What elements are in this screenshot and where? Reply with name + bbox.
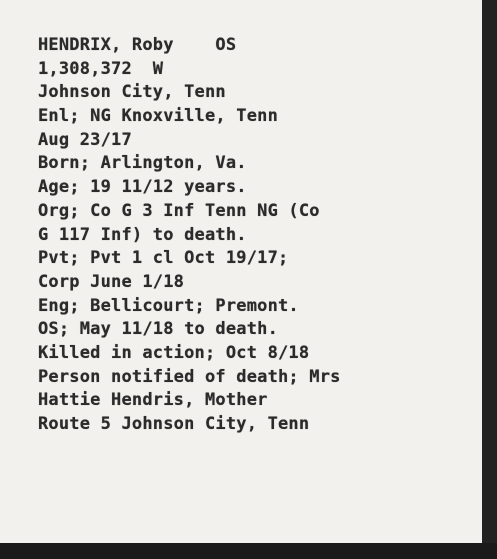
record-line-grades: Pvt; Pvt 1 cl Oct 19/17; <box>38 248 289 269</box>
record-line-organization: Org; Co G 3 Inf Tenn NG (Co <box>38 200 320 221</box>
scan-edge-right <box>482 0 497 559</box>
record-line-notified-name: Hattie Hendris, Mother <box>38 390 268 411</box>
record-text <box>38 34 341 437</box>
record-line-residence: Johnson City, Tenn <box>38 82 226 103</box>
record-line-engagements: Eng; Bellicourt; Premont. <box>38 295 299 316</box>
record-line-serial: 1,308,372 W <box>38 58 164 79</box>
record-line-organization-cont: G 117 Inf) to death. <box>38 224 247 245</box>
record-line-enlistment-date: Aug 23/17 <box>38 129 132 150</box>
record-line-birthplace: Born; Arlington, Va. <box>38 153 247 174</box>
record-line-notified: Person notified of death; Mrs <box>38 366 341 387</box>
scan-edge-bottom <box>0 543 497 559</box>
record-line-name: HENDRIX, Roby OS <box>38 35 237 55</box>
record-line-grades-cont: Corp June 1/18 <box>38 271 185 292</box>
record-line-notified-address: Route 5 Johnson City, Tenn <box>38 414 310 434</box>
record-line-killed: Killed in action; Oct 8/18 <box>38 342 310 363</box>
record-line-overseas: OS; May 11/18 to death. <box>38 319 279 340</box>
record-line-enlistment: Enl; NG Knoxville, Tenn <box>38 106 279 127</box>
record-line-age: Age; 19 11/12 years. <box>38 177 247 198</box>
